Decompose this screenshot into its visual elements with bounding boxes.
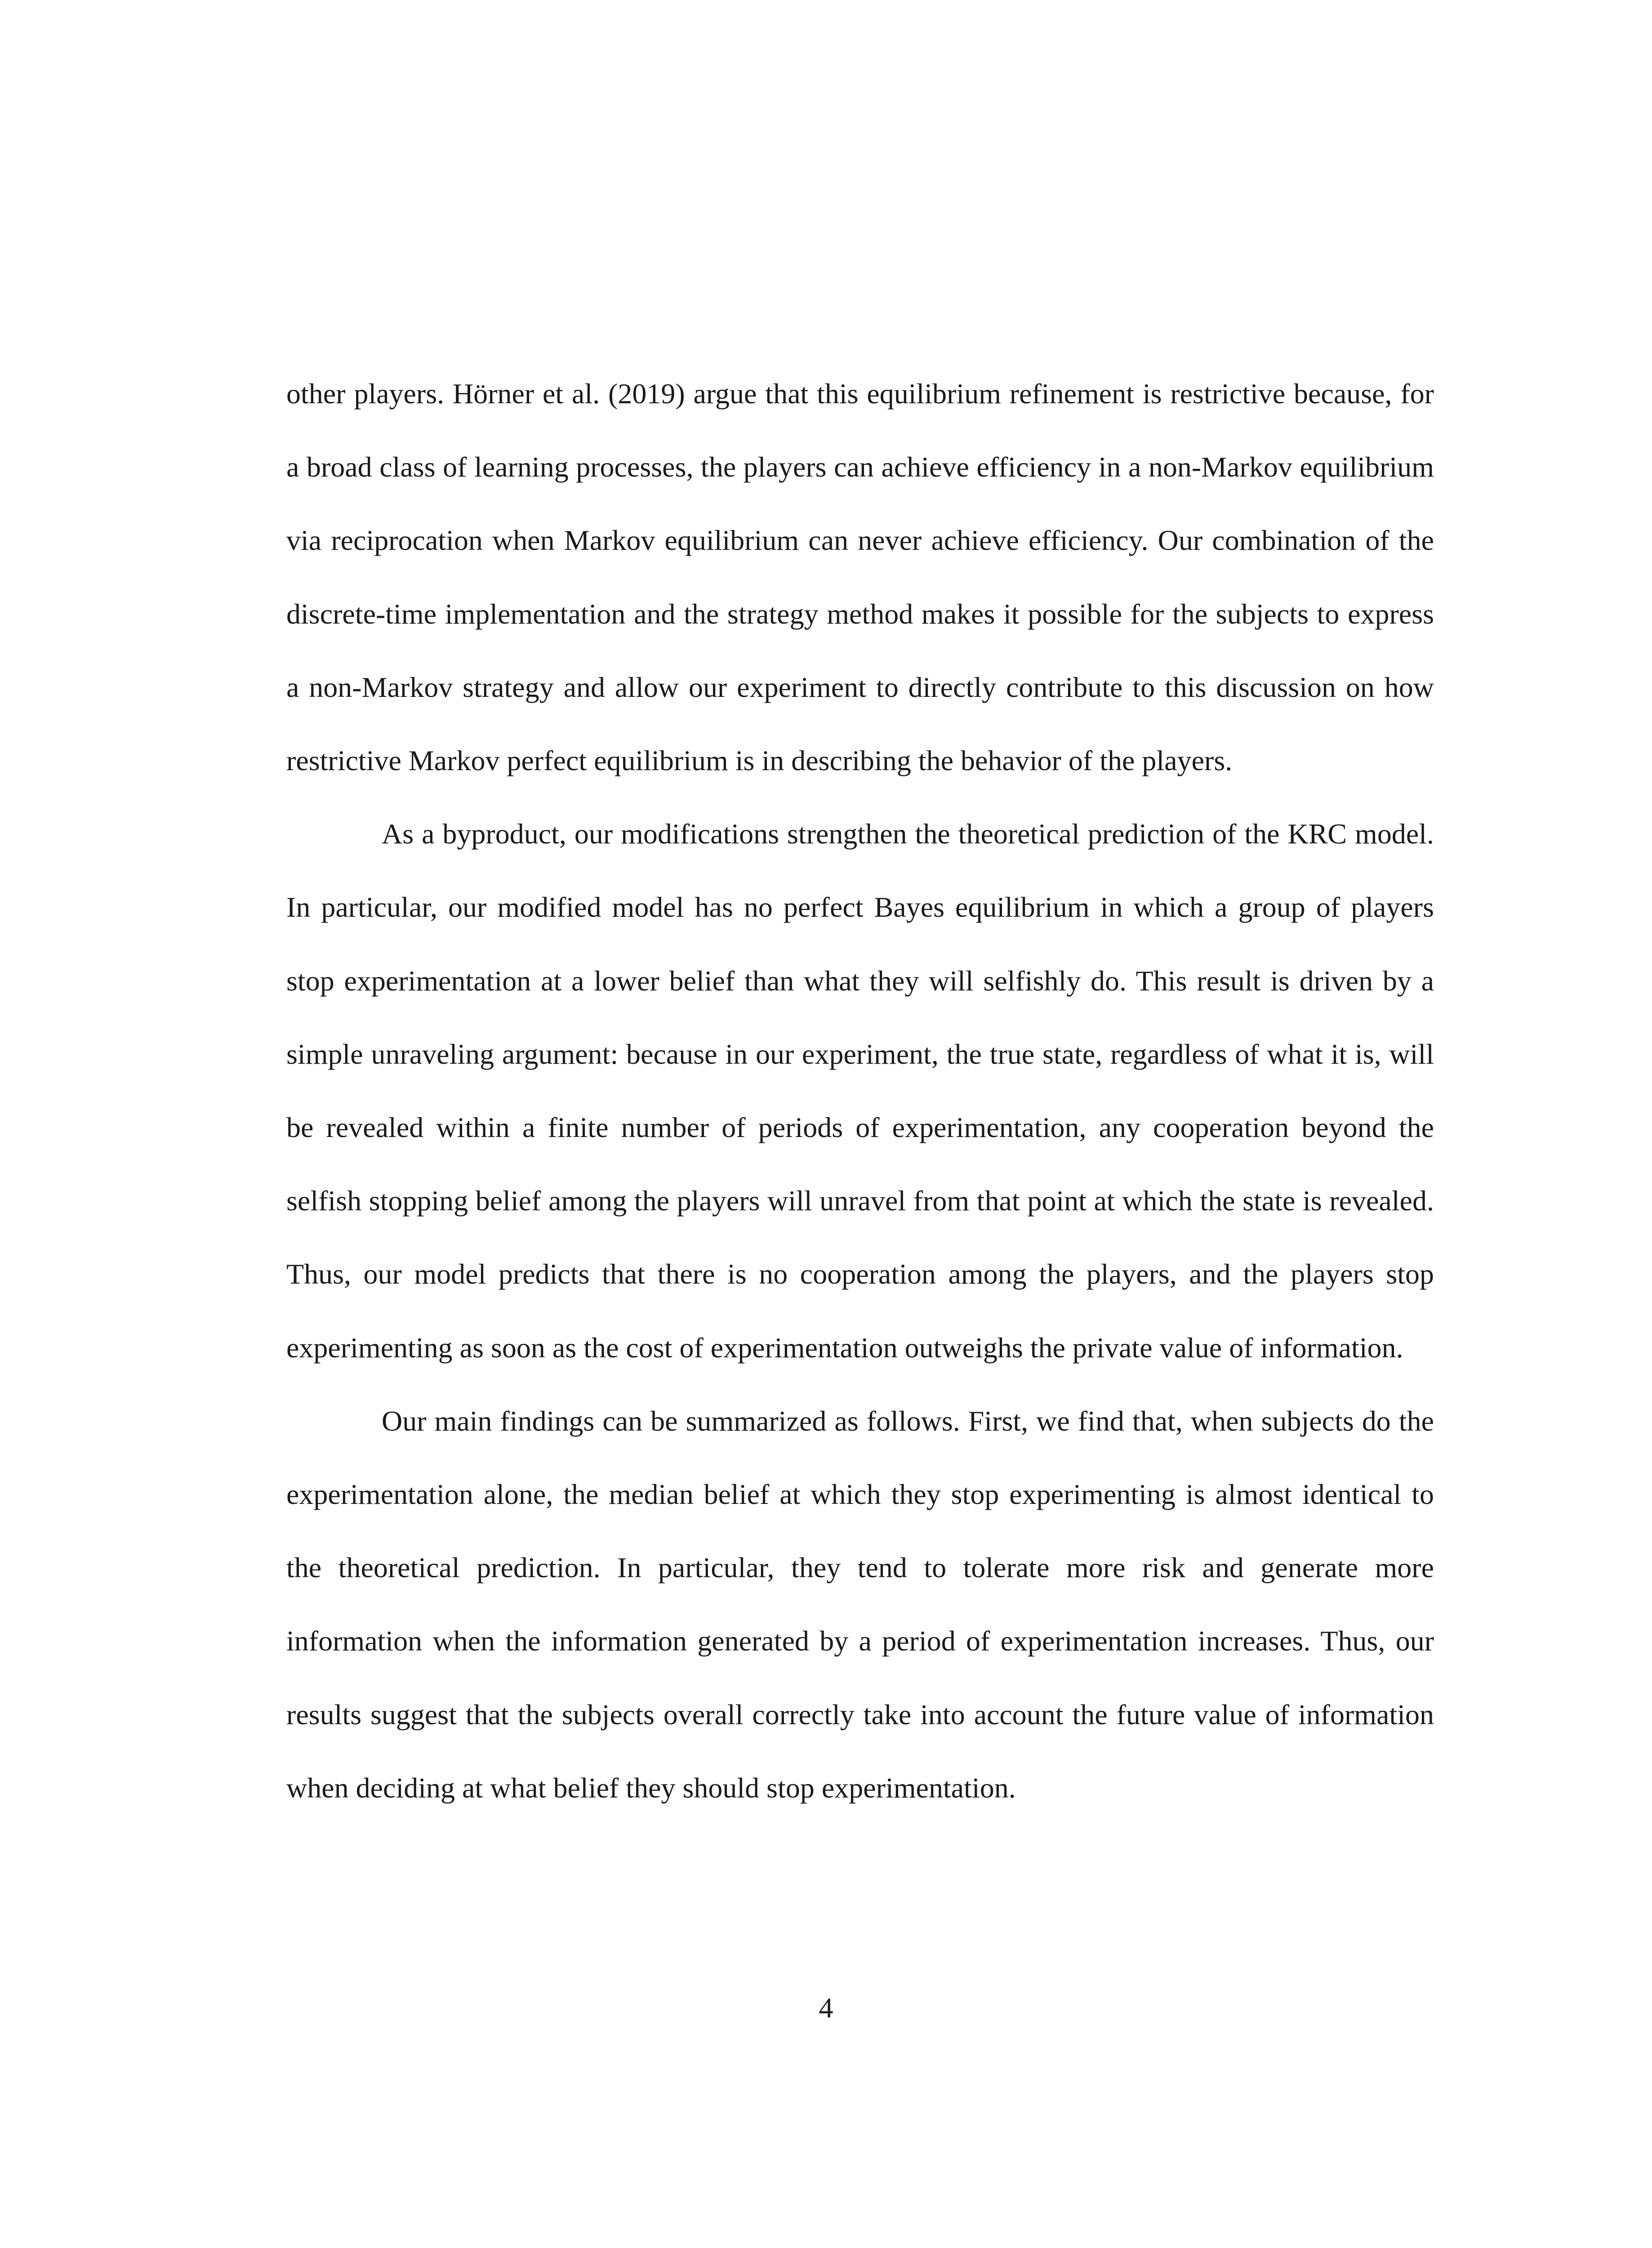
body-text <box>286 357 1434 1824</box>
page-number: 4 <box>819 1992 833 2024</box>
paragraph-continuation: other players. Hörner et al. (2019) argue that this equilibrium refinement is restrictive because, for a broad class of learning processes, the players can achieve efficiency in a non-Markov equilibrium via reciprocation when Markov equilibrium can never achieve efficiency. Our combination of the discrete-time implementation and the strategy method makes it possible for the subjects to express a non-Markov strategy and allow our experiment to directly contribute to this discussion on how restrictive Markov perfect equilibrium is in describing the behavior of the players. <box>286 378 1434 777</box>
paragraph-main-findings: Our main findings can be summarized as follows. First, we find that, when subjects do the experimentation alone, the median belief at which they stop experimenting is almost identical to the theoretical prediction. In particular, they tend to tolerate more risk and generate more information when the information generated by a period of experimentation increases. Thus, our results suggest that the subjects overall correctly take into account the future value of information when deciding at what belief they should stop experimentation. <box>286 1405 1434 1804</box>
paragraph-byproduct: As a byproduct, our modifications strengthen the theoretical prediction of the KRC model. In particular, our modified model has no perfect Bayes equilibrium in which a group of players stop experimentation at a lower belief than what they will selfishly do. This result is driven by a simple unraveling argument: because in our experiment, the true state, regardless of what it is, will be revealed within a finite number of periods of experimentation, any cooperation beyond the selfish stopping belief among the players will unravel from that point at which the state is revealed. Thus, our model predicts that there is no cooperation among the players, and the players stop experimenting as soon as the cost of experimentation outweighs the private value of information. <box>286 818 1434 1364</box>
